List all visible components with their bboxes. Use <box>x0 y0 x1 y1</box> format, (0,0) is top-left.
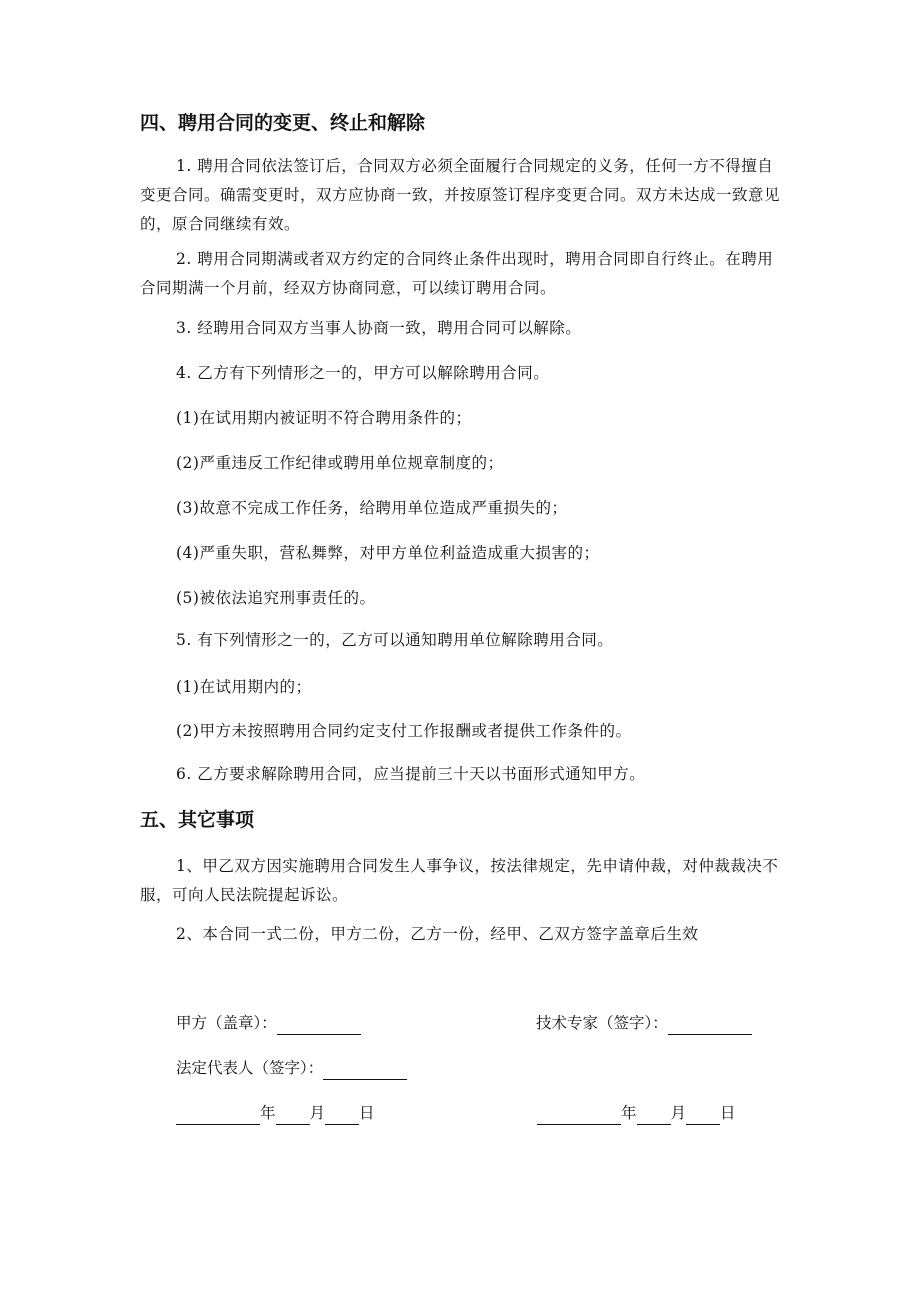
party-a-date-line <box>176 1101 375 1125</box>
expert-label: 技术专家（签字）： <box>536 1014 668 1032</box>
day-label: 日 <box>720 1104 736 1122</box>
clause-4-item-3: (3)故意不完成工作任务，给聘用单位造成严重损失的； <box>176 499 568 517</box>
year-label: 年 <box>621 1104 637 1122</box>
clause-5-item-1: (1)在试用期内的； <box>176 678 312 696</box>
party-a-seal-line <box>176 1011 361 1035</box>
year-label: 年 <box>260 1104 276 1122</box>
section-four-clause-5: 5. 有下列情形之一的，乙方可以通知聘用单位解除聘用合同。 <box>176 631 614 649</box>
party-a-year-blank[interactable] <box>176 1106 260 1125</box>
section-four-clause-3: 3. 经聘用合同双方当事人协商一致，聘用合同可以解除。 <box>176 319 582 337</box>
clause-4-item-5: (5)被依法追究刑事责任的。 <box>176 589 376 607</box>
section-four-title: 四、聘用合同的变更、终止和解除 <box>140 112 426 134</box>
section-five-clause-1: 1、甲乙双方因实施聘用合同发生人事争议，按法律规定，先申请仲裁，对仲裁裁决不服，可向人民法院提起诉讼。 <box>140 857 779 904</box>
party-a-month-blank[interactable] <box>276 1106 310 1125</box>
section-four-clause-2: 2. 聘用合同期满或者双方约定的合同终止条件出现时，聘用合同即自行终止。在聘用合同期满一个月前，经双方协商同意，可以续订聘用合同。 <box>140 250 774 297</box>
section-four-clause-1: 1. 聘用合同依法签订后，合同双方必须全面履行合同规定的义务，任何一方不得擅自变更合同。确需变更时，双方应协商一致，并按原签订程序变更合同。双方未达成一致意见的，原合同继续有效。 <box>140 157 781 233</box>
expert-month-blank[interactable] <box>637 1106 671 1125</box>
legal-rep-blank[interactable] <box>323 1061 407 1080</box>
expert-day-blank[interactable] <box>686 1106 720 1125</box>
party-a-blank[interactable] <box>277 1016 361 1035</box>
expert-date-line <box>537 1101 736 1125</box>
clause-5-item-2: (2)甲方未按照聘用合同约定支付工作报酬或者提供工作条件的。 <box>176 722 632 740</box>
section-four-clause-4: 4. 乙方有下列情形之一的，甲方可以解除聘用合同。 <box>176 364 550 382</box>
legal-rep-sign-line <box>176 1056 407 1080</box>
month-label: 月 <box>670 1104 687 1122</box>
expert-year-blank[interactable] <box>537 1106 621 1125</box>
expert-sign-line <box>536 1011 752 1035</box>
section-four-clause-6: 6. 乙方要求解除聘用合同，应当提前三十天以书面形式通知甲方。 <box>176 765 646 783</box>
legal-rep-label: 法定代表人（签字）： <box>176 1059 324 1077</box>
expert-blank[interactable] <box>668 1016 752 1035</box>
section-five-clause-2: 2、本合同一式二份，甲方二份，乙方一份，经甲、乙双方签字盖章后生效 <box>176 925 699 943</box>
clause-4-item-1: (1)在试用期内被证明不符合聘用条件的； <box>176 409 472 427</box>
clause-4-item-2: (2)严重违反工作纪律或聘用单位规章制度的； <box>176 454 504 472</box>
month-label: 月 <box>309 1104 326 1122</box>
party-a-label: 甲方（盖章）： <box>176 1014 277 1032</box>
section-five-title: 五、其它事项 <box>140 809 255 831</box>
day-label: 日 <box>359 1104 375 1122</box>
party-a-day-blank[interactable] <box>325 1106 359 1125</box>
clause-4-item-4: (4)严重失职，营私舞弊，对甲方单位利益造成重大损害的； <box>176 544 600 562</box>
